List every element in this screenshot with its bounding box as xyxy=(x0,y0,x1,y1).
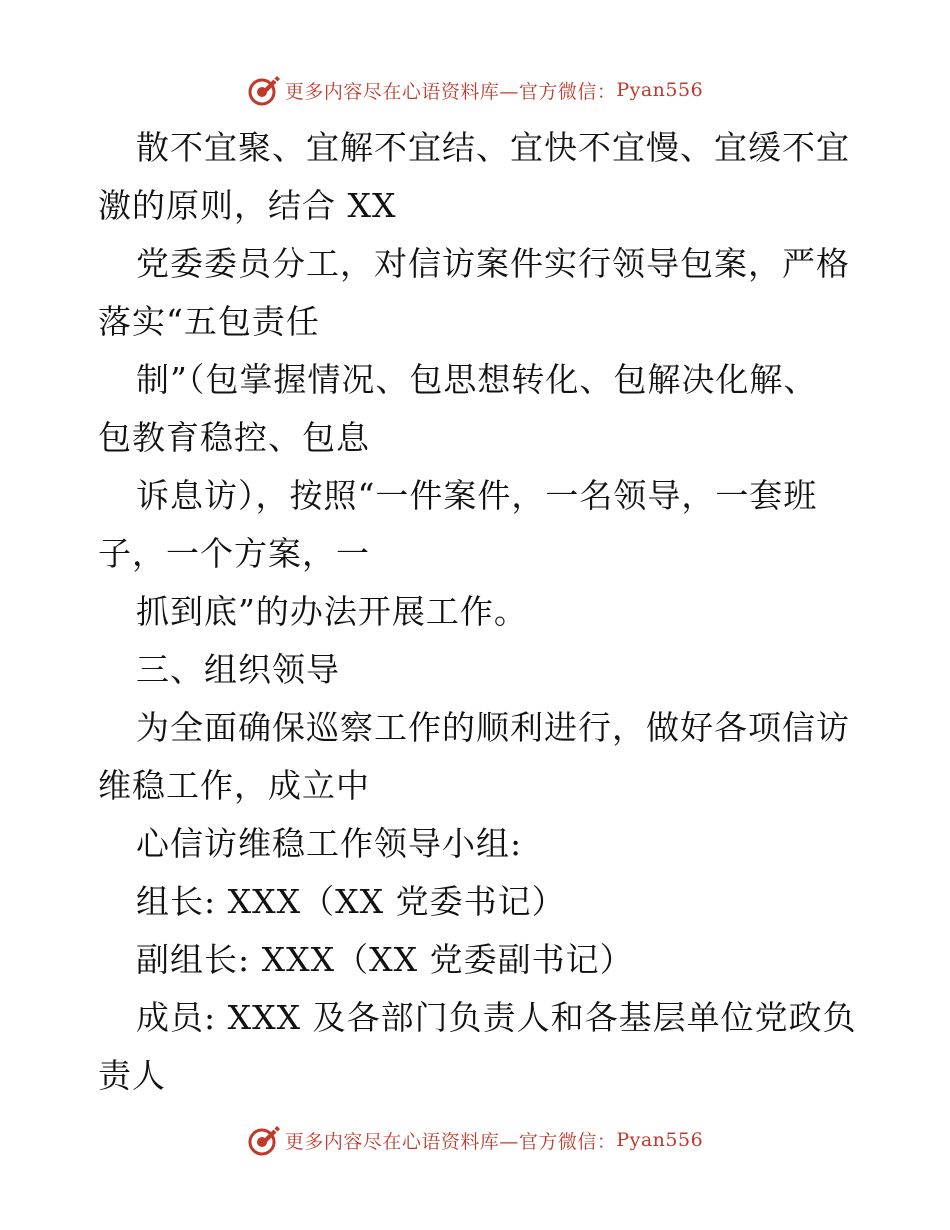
watermark-text: 更多内容尽在心语资料库—官方微信： xyxy=(284,1130,617,1153)
paragraph-line: 散不宜聚、宜解不宜结、宜快不宜慢、宜缓不宜 xyxy=(136,128,850,167)
paragraph-line: 落实“五包责任 xyxy=(98,302,320,341)
paragraph-line: 诉息访），按照“一件案件，一名领导，一套班 xyxy=(136,476,818,515)
paragraph-line: 包教育稳控、包息 xyxy=(98,418,370,457)
paragraph-line: 子，一个方案，一 xyxy=(98,534,370,573)
paragraph-line: 制”（包掌握情况、包思想转化、包解决化解、 xyxy=(136,360,818,399)
members-line: 成员: XXX 及各部门负责人和各基层单位党政负 xyxy=(136,998,857,1037)
deputy-leader-line: 副组长: XXX（XX 党委副书记） xyxy=(136,940,634,979)
red-pen-logo-icon xyxy=(247,1123,281,1157)
paragraph-line: 激的原则，结合 XX xyxy=(98,186,397,225)
paragraph-line: 抓到底”的办法开展工作。 xyxy=(136,592,528,631)
watermark-wechat-id: Pyan556 xyxy=(616,1129,704,1151)
paragraph-line: 责人 xyxy=(98,1056,166,1095)
paragraph-line: 党委委员分工，对信访案件实行领导包案，严格 xyxy=(136,244,850,283)
paragraph-line: 维稳工作，成立中 xyxy=(98,766,370,805)
section-heading: 三、组织领导 xyxy=(136,650,340,689)
paragraph-line: 心信访维稳工作领导小组: xyxy=(136,824,523,863)
watermark-wechat-id: Pyan556 xyxy=(616,79,704,101)
leader-line: 组长: XXX（XX 党委书记） xyxy=(136,882,566,921)
paragraph-line: 为全面确保巡察工作的顺利进行，做好各项信访 xyxy=(136,708,850,747)
watermark-text: 更多内容尽在心语资料库—官方微信： xyxy=(284,80,617,103)
footer-watermark xyxy=(0,1120,950,1160)
